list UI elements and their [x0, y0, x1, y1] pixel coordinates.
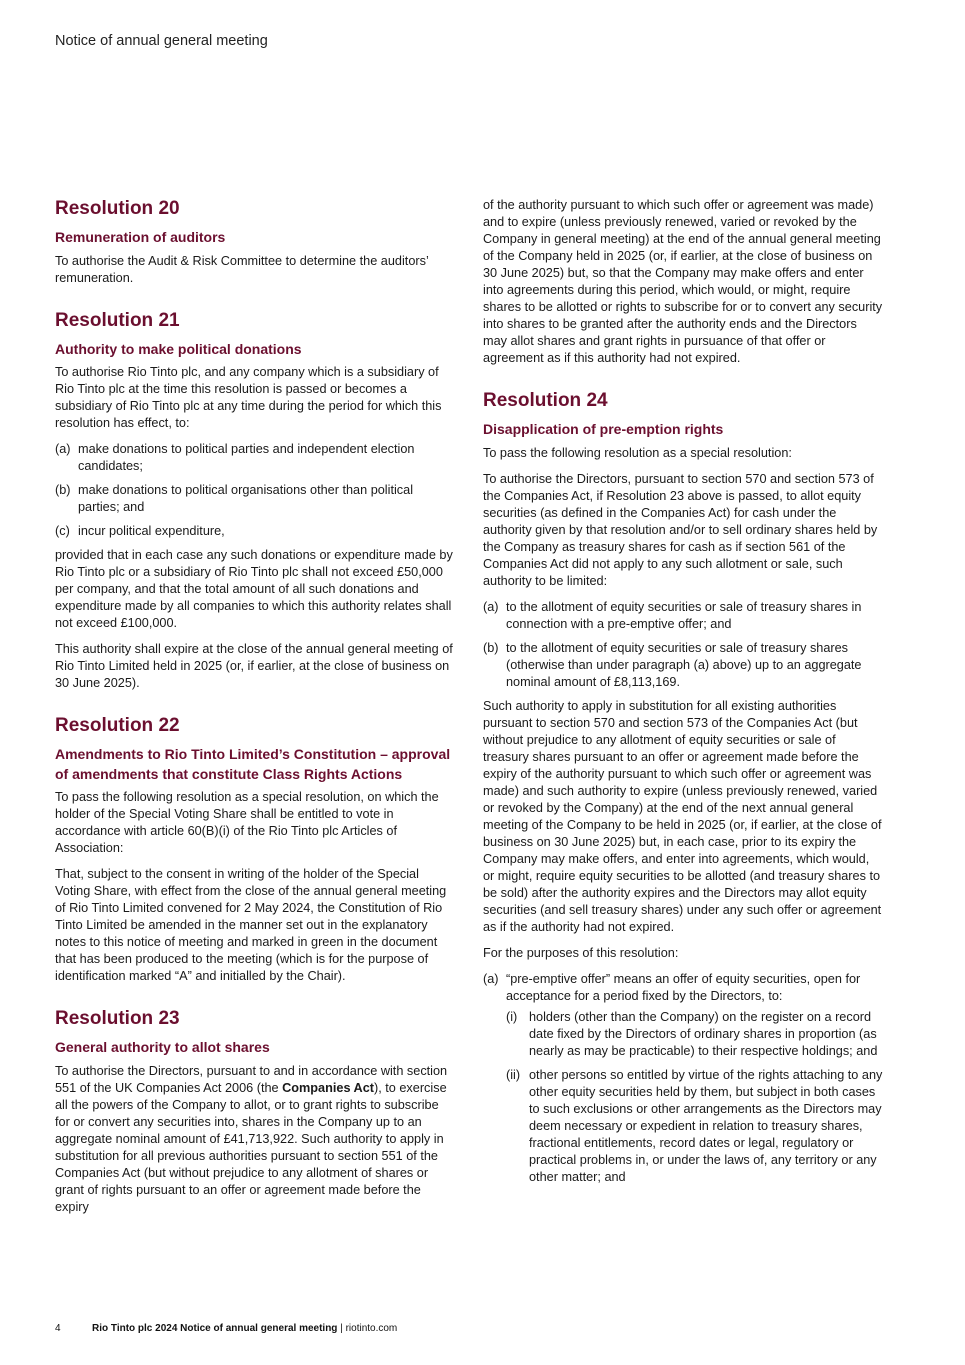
running-title: Notice of annual general meeting: [55, 33, 268, 49]
resolution-24-title: Resolution 24: [483, 390, 608, 411]
list-item: [55, 523, 455, 540]
resolution-21-limits: provided that in each case any such donations or expenditure made by Rio Tinto plc or a subsidiary of Rio Tinto plc shall not exceed £50,000 per company, and that the total amount of all such donations and expenditure made by all companies to which this authority relates shall not exceed £100,000.: [55, 548, 453, 630]
sublist-text: other persons so entitled by virtue of the rights attaching to any other equity securities held by them, but subject in both cases to such exclusions or other arrangements as the Directors may deem necessary or expedient in relation to treasury shares, fractional entitlements, record dates or legal, regulatory or practical problems in, or under the laws of, any territory or any other matter; and: [529, 1067, 883, 1184]
resolution-23-text-a: To authorise the Directors, pursuant to and in accordance with section 551 of the UK Companies Act 2006 (the: [55, 1063, 448, 1095]
list-item: [483, 971, 883, 1193]
footer-separator: |: [337, 1323, 346, 1334]
resolution-22: [55, 714, 455, 985]
resolution-24-list: [483, 599, 883, 691]
resolution-22-subtitle: Amendments to Rio Tinto Limited’s Constitution – approval of amendments that constitute Class Rights Actions: [55, 746, 451, 782]
page-footer: [55, 1323, 397, 1334]
resolution-20-text: To authorise the Audit & Risk Committee to determine the auditors’ remuneration.: [55, 253, 429, 285]
resolution-23: [55, 1007, 455, 1216]
resolution-24-subtitle: Disapplication of pre-emption rights: [483, 421, 724, 437]
list-text: to the allotment of equity securities or sale of treasury shares (otherwise than under paragraph (a) above) up to an aggregate nominal amount of £8,113,169.: [506, 640, 862, 689]
resolution-23-title: Resolution 23: [55, 1008, 180, 1029]
sublist-item: [506, 1009, 883, 1060]
resolution-23-text: [55, 1063, 455, 1216]
resolution-21-subtitle: Authority to make political donations: [55, 340, 302, 357]
resolution-24-substitution: Such authority to apply in substitution for all existing authorities pursuant to section 570 and section 573 of the Companies Act (but without prejudice to any allotment of equity securities or sale of treasury shares pursuant to an offer or agreement made before the expiry of the authority pursuant to which such offer or agreement was made) and such authority to expire (unless previously renewed, varied or revoked by the Company) at the end of the next annual general meeting of the Company to be held in 2025 (or, if earlier, at the close of business on 30 June 2025) but, in each case, prior to its expiry the Company may make offers, and enter into agreements, which would, or might, require equity securities to be allotted (and treasury shares to be sold) after the authority expires and the Directors may allot equity securities (and sell treasury shares) under any such offer or agreement as if the authority had not expired.: [483, 698, 882, 934]
resolution-23-text-b: ), to exercise all the powers of the Company to allot, or to grant rights to subscribe for or convert any securities into, shares in the Company up to an aggregate nominal amount of £41,713,922. Such authority to apply in substitution for all previous authorities pursuant to section 551 of the Companies Act (but without prejudice to any allotment of shares or grant of rights pursuant to an offer or agreement made before the expiry: [55, 1080, 447, 1214]
left-column: [55, 197, 455, 1238]
list-marker: (b): [483, 640, 499, 655]
list-marker: (a): [483, 971, 499, 986]
footer-site-link[interactable]: riotinto.com: [345, 1323, 398, 1334]
resolution-24-intro: To pass the following resolution as a special resolution:: [483, 445, 792, 460]
resolution-21-intro: To authorise Rio Tinto plc, and any company which is a subsidiary of Rio Tinto plc at the time this resolution is passed or becomes a subsidiary of Rio Tinto plc at any time during the period for which this resolution has effect, to:: [55, 365, 442, 430]
definition-text: “pre-emptive offer” means an offer of equity securities, open for acceptance for a period fixed by the Directors, to:: [506, 971, 861, 1003]
list-marker: (c): [55, 524, 70, 538]
resolution-22-text: That, subject to the consent in writing of the holder of the Special Voting Share, with effect from the close of the annual general meeting of Rio Tinto Limited convened for 2 May 2024, the Constitution of Rio Tinto Limited be amended in the manner set out in the explanatory notes to this notice of meeting and marked in green in the document that has been produced to the meeting (which is for the purpose of identification marked “A” and initialled by the Chair).: [55, 867, 447, 983]
list-text: [506, 971, 883, 1193]
list-text: incur political expenditure,: [78, 524, 225, 538]
resolution-20-subtitle: Remuneration of auditors: [55, 229, 226, 245]
list-marker: (b): [55, 483, 71, 497]
list-text: to the allotment of equity securities or sale of treasury shares in connection with a pre-emptive offer; and: [506, 599, 862, 631]
resolution-21-title: Resolution 21: [55, 309, 180, 331]
list-marker: (a): [55, 442, 71, 456]
right-column: [483, 197, 883, 1215]
resolution-22-title: Resolution 22: [55, 715, 180, 736]
list-item: [483, 640, 883, 691]
resolution-20-title: Resolution 20: [55, 198, 180, 219]
resolution-23-subtitle: General authority to allot shares: [55, 1039, 270, 1055]
page-number: 4: [55, 1323, 61, 1334]
sublist-text: holders (other than the Company) on the register on a record date fixed by the Directors of ordinary shares in proportion (as nearly as may be practicable) to their respective holdings; and: [529, 1009, 878, 1058]
resolution-20: [55, 197, 455, 287]
list-text: make donations to political organisations other than political parties; and: [78, 483, 414, 514]
resolution-24-definitions: [483, 971, 883, 1193]
list-text: make donations to political parties and independent election candidates;: [78, 442, 415, 473]
sublist-marker: (i): [506, 1009, 518, 1024]
resolution-24: [483, 389, 883, 1193]
resolution-24-purposes: For the purposes of this resolution:: [483, 945, 679, 960]
sublist-marker: (ii): [506, 1067, 521, 1082]
resolution-21-list: [55, 441, 455, 540]
resolution-21: [55, 309, 455, 693]
resolution-23-continued: [483, 197, 883, 367]
list-item: [55, 441, 455, 475]
companies-act-term: Companies Act: [282, 1080, 374, 1095]
resolution-24-authority: To authorise the Directors, pursuant to section 570 and section 573 of the Companies Act, if Resolution 23 above is passed, to allot equity securities (as defined in the Companies Act) for cash under the authority given by that resolution and/or to sell ordinary shares held by the Company as treasury shares for cash as if section 561 of the Companies Act did not apply to any such allotment or sale, such authority to be limited:: [483, 471, 878, 588]
resolution-23-continued-text: of the authority pursuant to which such offer or agreement was made) and to expire (unless previously renewed, varied or revoked by the Company in general meeting) at the end of the annual general meeting of the Company held in 2025 (or, if earlier, at the close of business on 30 June 2025) but, so that the Company may make offers and enter into agreements during this period, which would, or might, require shares to be allotted or rights to subscribe for or to convert any security into shares to be granted after the authority ends and the Directors may allot shares and grant rights in pursuance of that offer or agreement as if this authority had not expired.: [483, 198, 883, 365]
resolution-21-expiry: This authority shall expire at the close of the annual general meeting of Rio Tinto Limited held in 2025 (or, if earlier, at the close of business on 30 June 2025).: [55, 642, 453, 690]
resolution-22-intro: To pass the following resolution as a special resolution, on which the holder of the Special Voting Share shall be entitled to vote in accordance with article 60(B)(i) of the Rio Tinto plc Articles of Association:: [55, 790, 439, 855]
definition-sublist: [506, 1009, 883, 1186]
list-marker: (a): [483, 599, 499, 614]
list-item: [55, 482, 455, 516]
list-item: [483, 599, 883, 633]
sublist-item: [506, 1067, 883, 1186]
footer-doc-title: Rio Tinto plc 2024 Notice of annual general meeting: [92, 1323, 338, 1334]
